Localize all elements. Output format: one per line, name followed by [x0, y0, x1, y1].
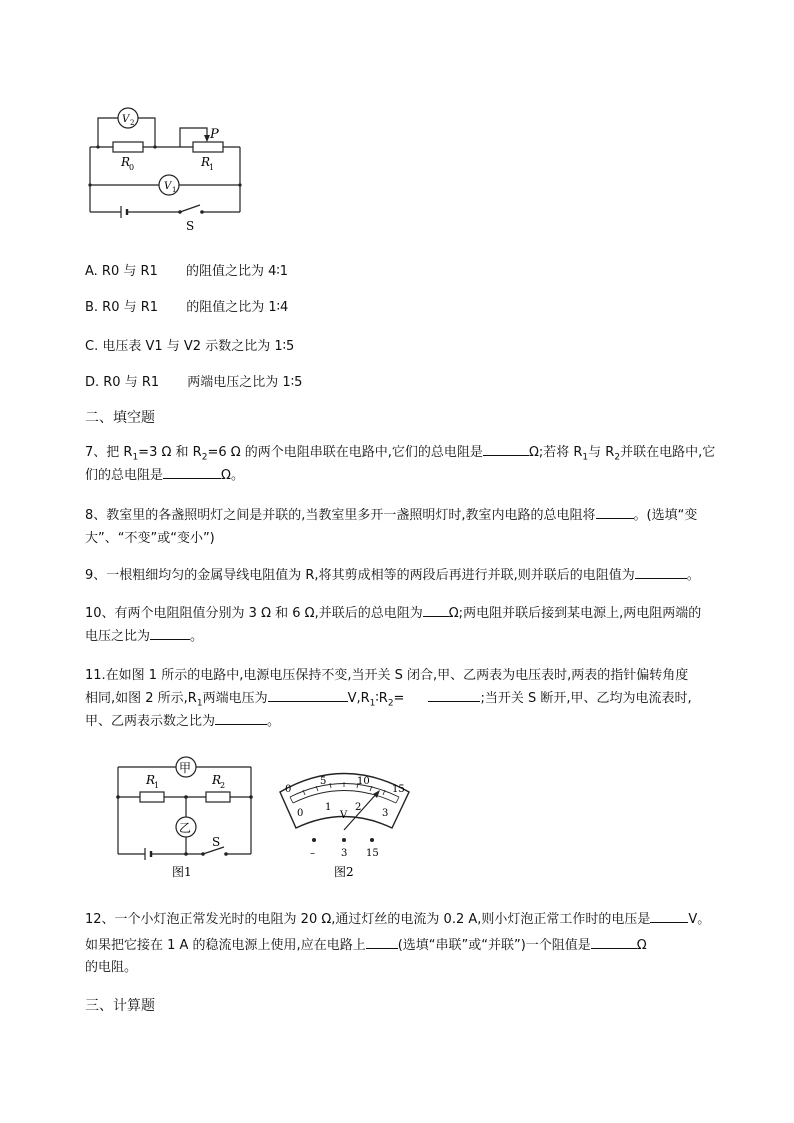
v2-sub: 2: [130, 119, 135, 127]
question-10-line-1: 10、有两个电阻阻值分别为 3 Ω 和 6 Ω,并联后的总电阻为 Ω;两电阻并联后接到某电源上,两电阻两端的: [85, 606, 702, 621]
q10-blank-1[interactable]: [423, 604, 449, 617]
bottom-tick-2: 2: [355, 802, 362, 813]
q7-blank-1[interactable]: [483, 443, 529, 456]
meter-yi-label: 乙: [179, 821, 192, 835]
section-title-calculation: 三、计算题: [85, 998, 155, 1014]
fig1-r1-label: R: [146, 773, 156, 787]
question-11-line-1: 11.在如图 1 所示的电路中,电源电压保持不变,当开关 S 闭合,甲、乙两表为电压表时,两表的指针偏转角度: [85, 668, 689, 683]
fig1-r1-sub: 1: [154, 781, 160, 790]
bottom-tick-0: 0: [297, 808, 304, 819]
question-10-line-2: 电压之比为 。: [85, 629, 204, 644]
meter-unit: V: [340, 810, 348, 821]
q7-blank-2[interactable]: [163, 466, 221, 479]
option-d: [85, 371, 302, 390]
meter-jia-label: 甲: [179, 761, 192, 775]
figure-1-circuit: [108, 752, 258, 880]
option-a: [85, 260, 288, 279]
terminal-3: 3: [341, 848, 348, 859]
question-8-line-2: 大”、“不变”或“变小”): [85, 531, 215, 546]
question-12-line-1: 12、一个小灯泡正常发光时的电阻为 20 Ω,通过灯丝的电流为 0.2 A,则小灯泡正常工作时的电压是 V。: [85, 912, 711, 927]
p-label: P: [210, 127, 219, 142]
option-a-label: A. R0 与 R1: [85, 264, 158, 279]
q11-blank-1[interactable]: [268, 689, 348, 702]
question-12-line-3: 的电阻。: [85, 960, 138, 975]
r1-label: R: [201, 155, 211, 169]
option-b-label: B. R0 与 R1: [85, 300, 159, 315]
s-label: S: [186, 219, 195, 233]
question-11-line-3: 甲、乙两表示数之比为 。: [85, 714, 281, 729]
figure-1-caption: 图1: [172, 865, 192, 879]
figure-2-voltmeter: [272, 760, 417, 880]
q12-blank-1[interactable]: [650, 910, 688, 923]
top-tick-10: 10: [357, 776, 370, 787]
terminal-15: 15: [366, 848, 379, 859]
top-tick-15: 15: [392, 784, 405, 795]
fig1-r2-sub: 2: [220, 781, 226, 790]
option-d-label: D. R0 与 R1: [85, 375, 160, 390]
option-b-text: 的阻值之比为 1∶4: [186, 300, 289, 315]
q12-blank-3[interactable]: [591, 936, 637, 949]
r1-sub: 1: [209, 163, 215, 172]
question-7-line-2: 们的总电阻是 Ω。: [85, 468, 244, 483]
r0-label: R: [121, 155, 131, 169]
q10-blank-2[interactable]: [150, 627, 190, 640]
q8-blank[interactable]: [596, 506, 634, 519]
q9-blank[interactable]: [635, 566, 687, 579]
circuit-diagram-1: [85, 100, 255, 240]
option-b: [85, 296, 288, 315]
top-tick-0: 0: [285, 784, 292, 795]
section-title-fill-blank: 二、填空题: [85, 410, 155, 426]
v1-sub: 1: [172, 186, 177, 194]
option-d-text: 两端电压之比为 1∶5: [187, 375, 303, 390]
q12-blank-2[interactable]: [366, 936, 398, 949]
bottom-tick-1: 1: [325, 802, 332, 813]
fig1-r2-label: R: [212, 773, 222, 787]
figure-2-caption: 图2: [334, 865, 354, 879]
top-tick-5: 5: [320, 776, 327, 787]
fig1-s-label: S: [212, 835, 221, 849]
q11-blank-2[interactable]: [428, 689, 480, 702]
question-7-line-1: 7、把 $R_1=3$ Ω 和 $R_2=6$ Ω 的两个电阻串联在电路中,它们的总电阻是 Ω;若将 $R_1$与 $R_2$并联在电路中,它: [85, 445, 716, 463]
v2-label: V: [122, 114, 130, 125]
bottom-tick-3: 3: [382, 808, 389, 819]
question-8-line-1: 8、教室里的各盏照明灯之间是并联的,当教室里多开一盏照明灯时,教室内电路的总电阻将 。(选填“变: [85, 508, 698, 523]
question-12-line-2: 如果把它接在 1 A 的稳流电源上使用,应在电路上 (选填“串联”或“并联”)一个阻值是 Ω: [85, 938, 647, 953]
r0-sub: 0: [129, 163, 135, 172]
option-a-text: 的阻值之比为 4∶1: [185, 264, 289, 279]
option-c: [85, 335, 294, 354]
question-9: 9、一根粗细均匀的金属导线电阻值为 R,将其剪成相等的两段后再进行并联,则并联后的电阻值为 。: [85, 568, 700, 583]
v1-label: V: [164, 181, 172, 192]
terminal-negative: –: [310, 848, 315, 859]
question-11-line-2: 相同,如图 2 所示$,R_1$两端电压为 $V,R_1∶R_2=$ ;当开关 S 断开,甲、乙均为电流表时,: [85, 691, 692, 709]
q11-blank-3[interactable]: [215, 712, 267, 725]
option-c-label: C. 电压表 V1 与 V2 示数之比为 1∶5: [85, 339, 295, 354]
